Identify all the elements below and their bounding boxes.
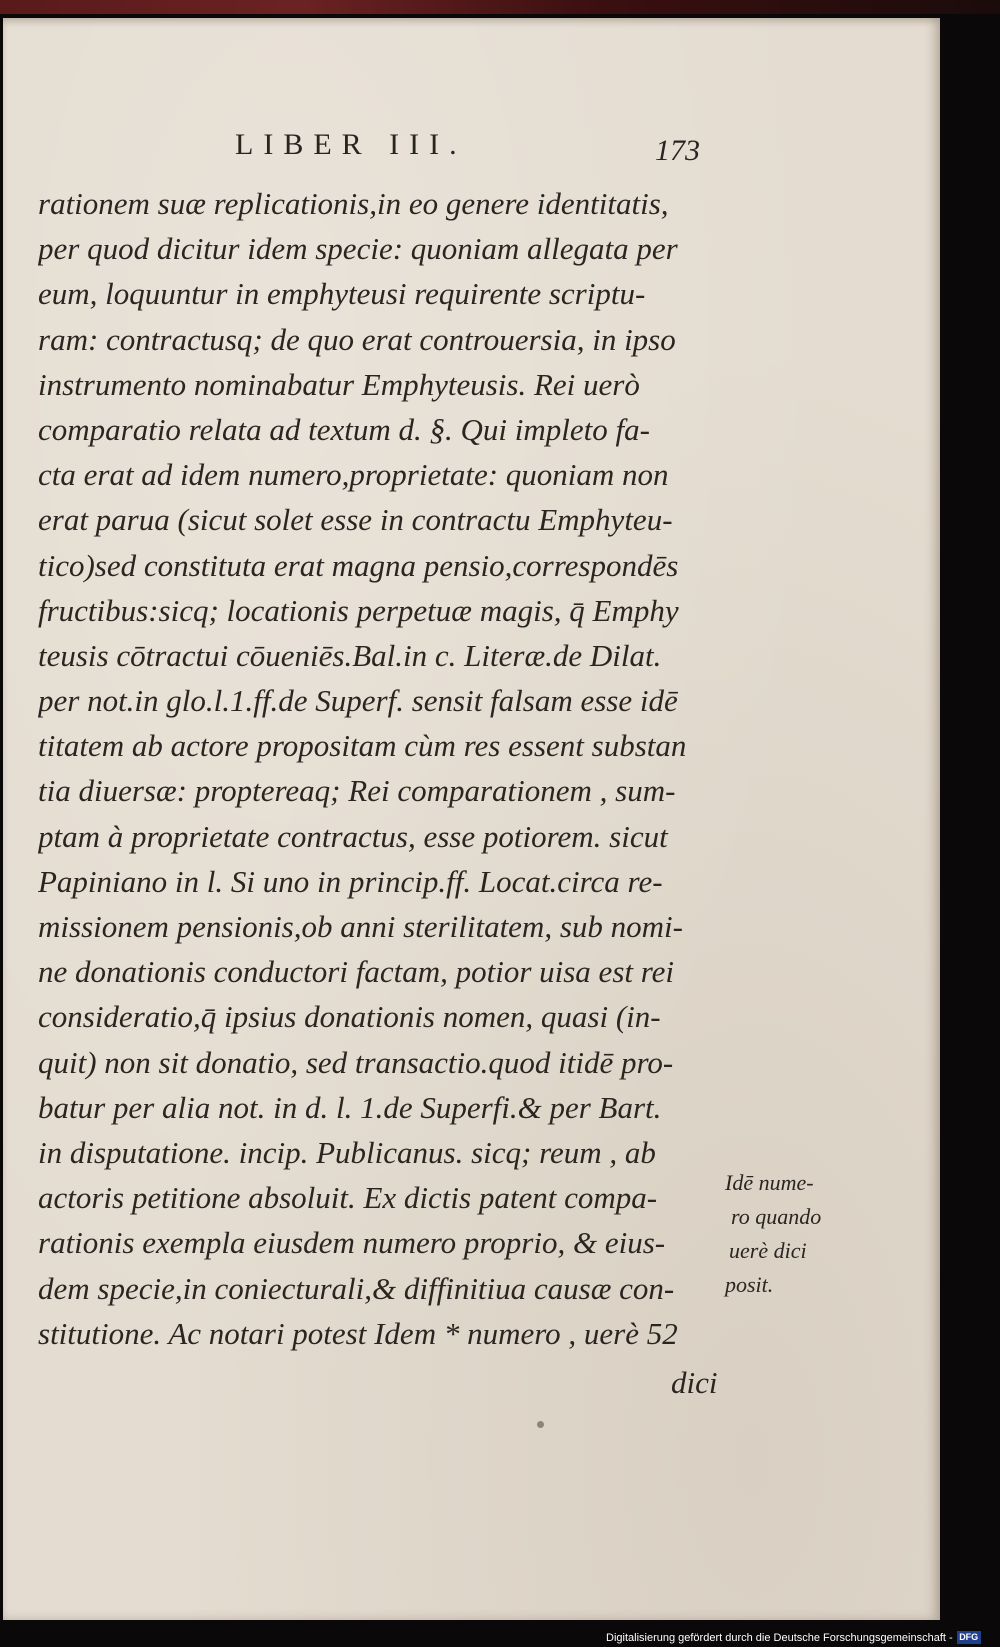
text-line: ptam à proprietate contractus, esse potiorem. sicut xyxy=(38,818,668,854)
text-line: rationis exempla eiusdem numero proprio, & eius- xyxy=(38,1225,666,1261)
text-line: erat parua (sicut solet esse in contractu Emphyteu- xyxy=(38,502,673,538)
marginal-note-line: posit. xyxy=(725,1272,774,1297)
text-line: dem specie,in coniecturali,& diffinitiua causæ con- xyxy=(38,1270,675,1306)
ink-spot xyxy=(537,1421,544,1428)
text-line: in disputatione. incip. Publicanus. sicq; reum , ab xyxy=(38,1134,656,1170)
running-head: LIBER III. xyxy=(235,128,467,161)
body-text xyxy=(38,181,738,1356)
catchword: dici xyxy=(671,1365,718,1400)
text-line: eum, loquuntur in emphyteusi requirente scriptu- xyxy=(38,276,646,312)
text-line: batur per alia not. in d. l. 1.de Superfi.& per Bart. xyxy=(38,1089,662,1125)
text-line: Papiniano in l. Si uno in princip.ff. Locat.circa re- xyxy=(38,863,663,899)
marginal-note xyxy=(725,1166,821,1302)
marginal-note-line: uerè dici xyxy=(729,1238,807,1263)
text-line: comparatio relata ad textum d. §. Qui impleto fa- xyxy=(38,411,650,447)
text-line: tico)sed constituta erat magna pensio,correspondēs xyxy=(38,547,679,583)
text-line: titatem ab actore propositam cùm res essent substan xyxy=(38,728,687,764)
funding-text: Digitalisierung gefördert durch die Deutsche Forschungsgemeinschaft - xyxy=(606,1631,953,1644)
text-line: tia diuersæ: proptereaq; Rei comparationem , sum- xyxy=(38,773,676,809)
text-line: teusis cōtractui cōueniēs.Bal.in c. Literæ.de Dilat. xyxy=(38,637,662,673)
text-line: missionem pensionis,ob anni sterilitatem, sub nomi- xyxy=(38,909,683,944)
page-number: 173 xyxy=(655,134,700,167)
text-line: instrumento nominabatur Emphyteusis. Rei uerò xyxy=(38,366,640,402)
text-line: ne donationis conductori factam, potior uisa est rei xyxy=(38,954,675,990)
text-line: stitutione. Ac notari potest Idem * numero , uerè 52 xyxy=(38,1315,678,1351)
text-line: consideratio,q̄ ipsius donationis nomen, quasi (in- xyxy=(38,999,661,1035)
binding-edge xyxy=(0,0,1000,14)
text-line: quit) non sit donatio, sed transactio.quod itidē pro- xyxy=(38,1044,674,1080)
text-line: ram: contractusq; de quo erat controuersia, in ipso xyxy=(38,321,676,357)
text-line: fructibus:sicq; locationis perpetuæ magis, q̄ Emphy xyxy=(38,592,679,628)
text-line: per not.in glo.l.1.ff.de Superf. sensit falsam esse idē xyxy=(38,683,678,719)
funding-banner xyxy=(606,1628,981,1647)
text-line: cta erat ad idem numero,proprietate: quoniam non xyxy=(38,457,669,493)
marginal-note-line: Idē nume- xyxy=(725,1170,814,1195)
dfg-logo-icon: DFG xyxy=(957,1631,981,1644)
marginal-note-line: ro quando xyxy=(731,1204,822,1229)
text-line: per quod dicitur idem specie: quoniam allegata per xyxy=(38,231,678,267)
text-line: rationem suæ replicationis,in eo genere identitatis, xyxy=(38,186,669,221)
book-page xyxy=(3,18,940,1620)
text-line: actoris petitione absoluit. Ex dictis patent compa- xyxy=(38,1180,658,1216)
